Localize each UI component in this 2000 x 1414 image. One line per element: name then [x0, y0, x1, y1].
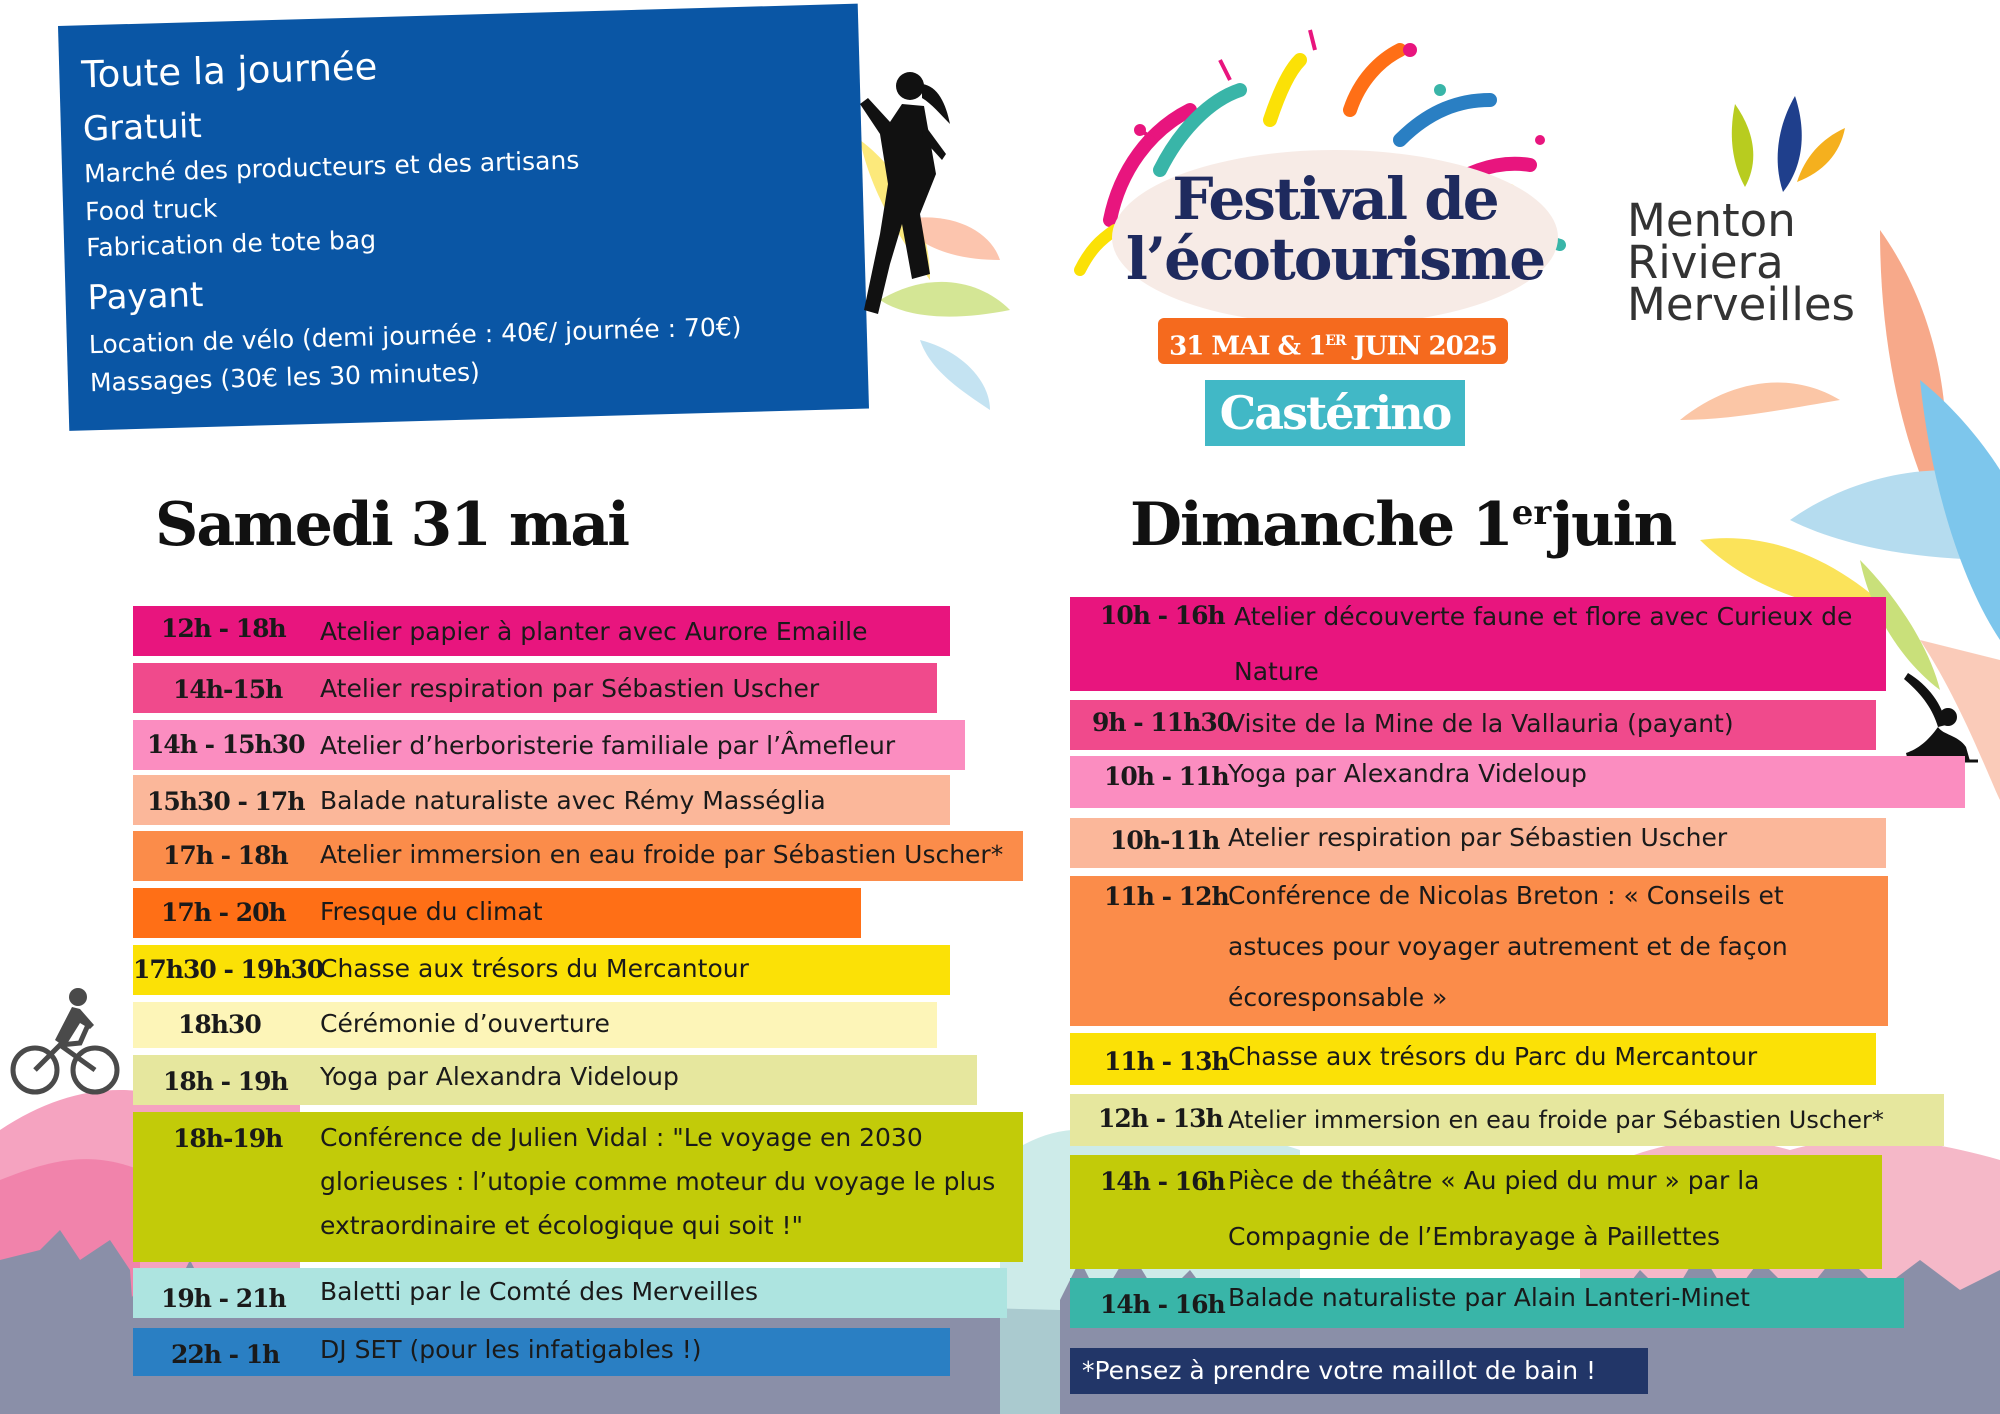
- festival-dates-superscript: ER: [1325, 333, 1346, 349]
- event-time: 18h30: [178, 1010, 261, 1039]
- event-activity: Yoga par Alexandra Videloup: [1228, 759, 1587, 788]
- event-time: 17h30 - 19h30: [133, 955, 324, 984]
- event-time: 18h - 19h: [163, 1067, 288, 1096]
- festival-title-line2: l’écotourisme: [1125, 225, 1545, 293]
- event-time: 12h - 18h: [161, 614, 286, 643]
- paid-item: Location de vélo (demi journée : 40€/ journée : 70€): [88, 312, 742, 360]
- event-activity: Balade naturaliste avec Rémy Masséglia: [320, 786, 826, 815]
- event-activity: Visite de la Mine de la Vallauria (payant): [1228, 709, 1734, 738]
- event-activity: Pièce de théâtre « Au pied du mur » par la Compagnie de l’Embrayage à Paillettes: [1228, 1166, 1760, 1251]
- schedule-row-sun-6: [1070, 1033, 1876, 1085]
- festival-location-badge: Castérino: [1205, 380, 1465, 446]
- event-time: 11h - 12h: [1104, 882, 1229, 911]
- schedule-row-sat-9: [133, 1055, 977, 1105]
- partner-name-line2: Riviera: [1627, 236, 1784, 289]
- event-time: 14h - 16h: [1100, 1167, 1225, 1196]
- sunday-title-superscript: er: [1511, 493, 1552, 533]
- event-time: 10h - 11h: [1104, 762, 1229, 791]
- free-item: Food truck: [84, 193, 218, 227]
- festival-dates-start: 31 MAI & 1: [1169, 331, 1326, 362]
- event-time: 22h - 1h: [171, 1340, 280, 1369]
- sunday-title: [1130, 490, 1675, 560]
- event-activity: Atelier d’herboristerie familiale par l’Âmefleur: [320, 731, 896, 760]
- event-activity: Conférence de Nicolas Breton : « Conseils et astuces pour voyager autrement et de façon écoresponsable »: [1228, 881, 1788, 1012]
- all-day-title: Toute la journée: [80, 45, 378, 97]
- event-time: 17h - 18h: [163, 841, 288, 870]
- event-time: 14h-15h: [173, 675, 283, 704]
- event-activity: Chasse aux trésors du Parc du Mercantour: [1228, 1042, 1758, 1071]
- event-time: 18h-19h: [173, 1124, 283, 1153]
- swimsuit-note: *Pensez à prendre votre maillot de bain !: [1070, 1348, 1648, 1394]
- schedule-row-sat-2: [133, 663, 937, 713]
- partner-name-line1: Menton: [1627, 194, 1796, 247]
- schedule-row-sat-10: [133, 1112, 1023, 1262]
- sunday-title-start: Dimanche 1: [1130, 490, 1512, 560]
- partner-name-line3: Merveilles: [1627, 278, 1855, 331]
- schedule-row-sat-11: [133, 1268, 1007, 1318]
- cyclist-silhouette-icon: [10, 985, 120, 1105]
- free-item: Fabrication de tote bag: [85, 225, 377, 263]
- schedule-row-sun-8: [1070, 1155, 1882, 1269]
- event-activity: Atelier immersion en eau froide par Sébastien Uscher*: [320, 840, 1004, 869]
- event-time: 10h-11h: [1110, 826, 1220, 855]
- event-time: 9h - 11h30: [1092, 708, 1234, 737]
- schedule-row-sun-2: [1070, 700, 1876, 750]
- festival-title-line1: Festival de: [1172, 165, 1498, 233]
- schedule-row-sat-8: [133, 1002, 937, 1048]
- festival-dates-end: JUIN 2025: [1345, 331, 1497, 362]
- event-activity: Cérémonie d’ouverture: [320, 1009, 610, 1038]
- event-time: 14h - 15h30: [147, 730, 305, 759]
- schedule-row-sat-4: [133, 775, 950, 825]
- festival-dates-badge: [1158, 318, 1508, 364]
- sunday-title-end: juin: [1551, 490, 1676, 560]
- all-day-info-box: [58, 4, 869, 431]
- schedule-row-sun-1: [1070, 597, 1886, 691]
- event-activity: Conférence de Julien Vidal : "Le voyage en 2030 glorieuses : l’utopie comme moteur du voyage le plus extraordinaire et écologique qui soit !": [320, 1123, 996, 1240]
- schedule-row-sat-3: [133, 720, 965, 770]
- event-activity: Atelier papier à planter avec Aurore Emaille: [320, 617, 868, 646]
- schedule-row-sun-3: [1070, 756, 1965, 808]
- event-activity: Baletti par le Comté des Merveilles: [320, 1277, 759, 1306]
- schedule-row-sat-7: [133, 945, 950, 995]
- schedule-row-sat-6: [133, 888, 861, 938]
- schedule-row-sun-4: [1070, 818, 1886, 868]
- event-activity: Atelier respiration par Sébastien Uscher: [320, 674, 820, 703]
- schedule-row-sun-9: [1070, 1278, 1904, 1328]
- schedule-row-sun-5: [1070, 876, 1888, 1026]
- climber-silhouette-icon: [850, 64, 960, 324]
- event-activity: Chasse aux trésors du Mercantour: [320, 954, 749, 983]
- event-time: 19h - 21h: [161, 1284, 286, 1313]
- paid-label: Payant: [87, 275, 204, 319]
- paid-item: Massages (30€ les 30 minutes): [89, 357, 481, 398]
- event-time: 14h - 16h: [1100, 1290, 1225, 1319]
- event-time: 12h - 13h: [1098, 1104, 1223, 1133]
- partner-leaves-icon: [1725, 92, 1855, 202]
- event-activity: Fresque du climat: [320, 897, 543, 926]
- event-time: 10h - 16h: [1100, 601, 1225, 630]
- schedule-row-sun-7: [1070, 1094, 1944, 1146]
- event-activity: DJ SET (pour les infatigables !): [320, 1335, 702, 1364]
- event-time: 15h30 - 17h: [147, 787, 305, 816]
- saturday-title: Samedi 31 mai: [155, 490, 629, 560]
- event-time: 17h - 20h: [161, 898, 286, 927]
- schedule-row-sat-5: [133, 831, 1023, 881]
- yoga-silhouette-icon: [1888, 665, 1978, 765]
- event-activity: Balade naturaliste par Alain Lanteri-Minet: [1228, 1283, 1750, 1312]
- event-time: 11h - 13h: [1104, 1047, 1229, 1076]
- free-item: Marché des producteurs et des artisans: [83, 145, 580, 189]
- schedule-row-sat-1: [133, 606, 950, 656]
- schedule-row-sat-12: [133, 1328, 950, 1376]
- event-activity: Atelier découverte faune et flore avec Curieux de Nature: [1234, 602, 1853, 686]
- event-activity: Atelier respiration par Sébastien Uscher: [1228, 823, 1728, 852]
- event-activity: Atelier immersion en eau froide par Sébastien Uscher*: [1228, 1106, 1884, 1134]
- free-label: Gratuit: [82, 106, 203, 150]
- event-activity: Yoga par Alexandra Videloup: [320, 1062, 679, 1091]
